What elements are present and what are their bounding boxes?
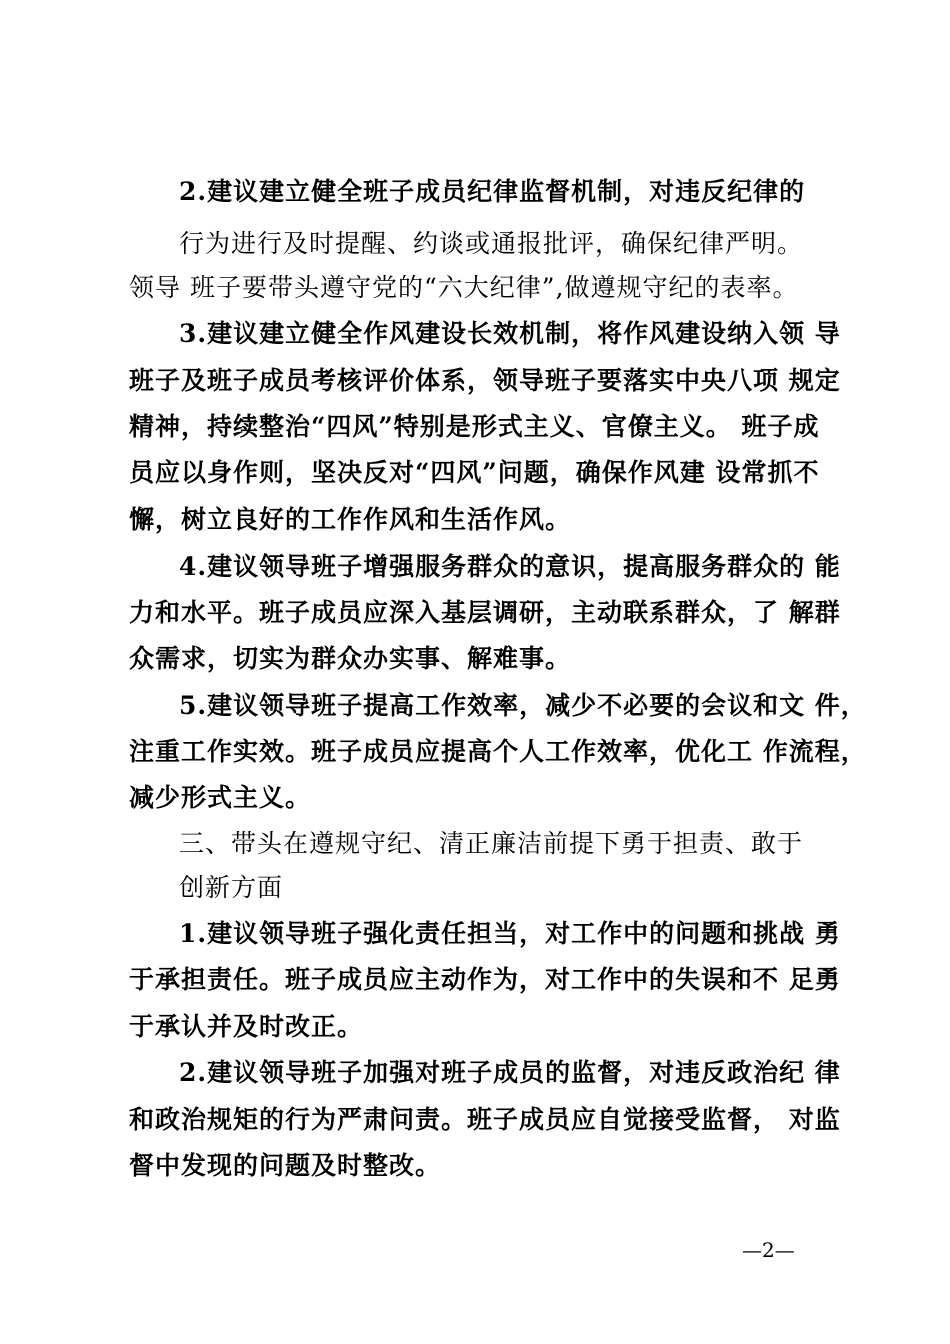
paragraph-line: 1.建议领导班子强化责任担当，对工作中的问题和挑战 勇 [179, 919, 841, 948]
paragraph-line: 和政治规矩的行为严肃问责。班子成员应自觉接受监督， 对监 [129, 1105, 841, 1134]
paragraph-line: 懈，树立良好的工作作风和生活作风。 [129, 505, 572, 534]
paragraph-line: 2.建议建立健全班子成员纪律监督机制，对违反纪律的 [179, 177, 806, 206]
paragraph-line: 5.建议领导班子提高工作效率，减少不必要的会议和文 件， [179, 691, 867, 720]
paragraph-line: 注重工作实效。班子成员应提高个人工作效率，优化工 作流程， [129, 737, 867, 766]
section-heading: 创新方面 [179, 873, 284, 902]
paragraph-line: 众需求，切实为群众办实事、解难事。 [129, 644, 572, 673]
paragraph-line: 减少形式主义。 [129, 783, 312, 812]
paragraph-line: 2.建议领导班子加强对班子成员的监督，对违反政治纪 律 [179, 1058, 841, 1087]
paragraph-line: 精神，持续整治“四风”特别是形式主义、官僚主义。 班子成 [129, 412, 820, 441]
paragraph-line: 3.建议建立健全作风建设长效机制，将作风建设纳入领 导 [179, 319, 841, 348]
page-number: —2— [742, 1238, 795, 1262]
paragraph-line: 于承认并及时改正。 [129, 1012, 364, 1041]
paragraph-line: 员应以身作则，坚决反对“四风”问题，确保作风建 设常抓不 [129, 458, 820, 487]
paragraph-line: 领导 班子要带头遵守党的“六大纪律”,做遵规守纪的表率。 [129, 273, 799, 302]
section-heading: 三、带头在遵规守纪、清正廉洁前提下勇于担责、敢于 [179, 829, 804, 858]
paragraph-line: 4.建议领导班子增强服务群众的意识，提高服务群众的 能 [179, 552, 841, 581]
paragraph-line: 力和水平。班子成员应深入基层调研，主动联系群众，了 解群 [129, 598, 841, 627]
paragraph-line: 行为进行及时提醒、约谈或通报批评，确保纪律严明。 [179, 229, 804, 258]
paragraph-line: 督中发现的问题及时整改。 [129, 1151, 442, 1180]
paragraph-line: 于承担责任。班子成员应主动作为，对工作中的失误和不 足勇 [129, 965, 841, 994]
paragraph-line: 班子及班子成员考核评价体系，领导班子要落实中央八项 规定 [129, 366, 841, 395]
